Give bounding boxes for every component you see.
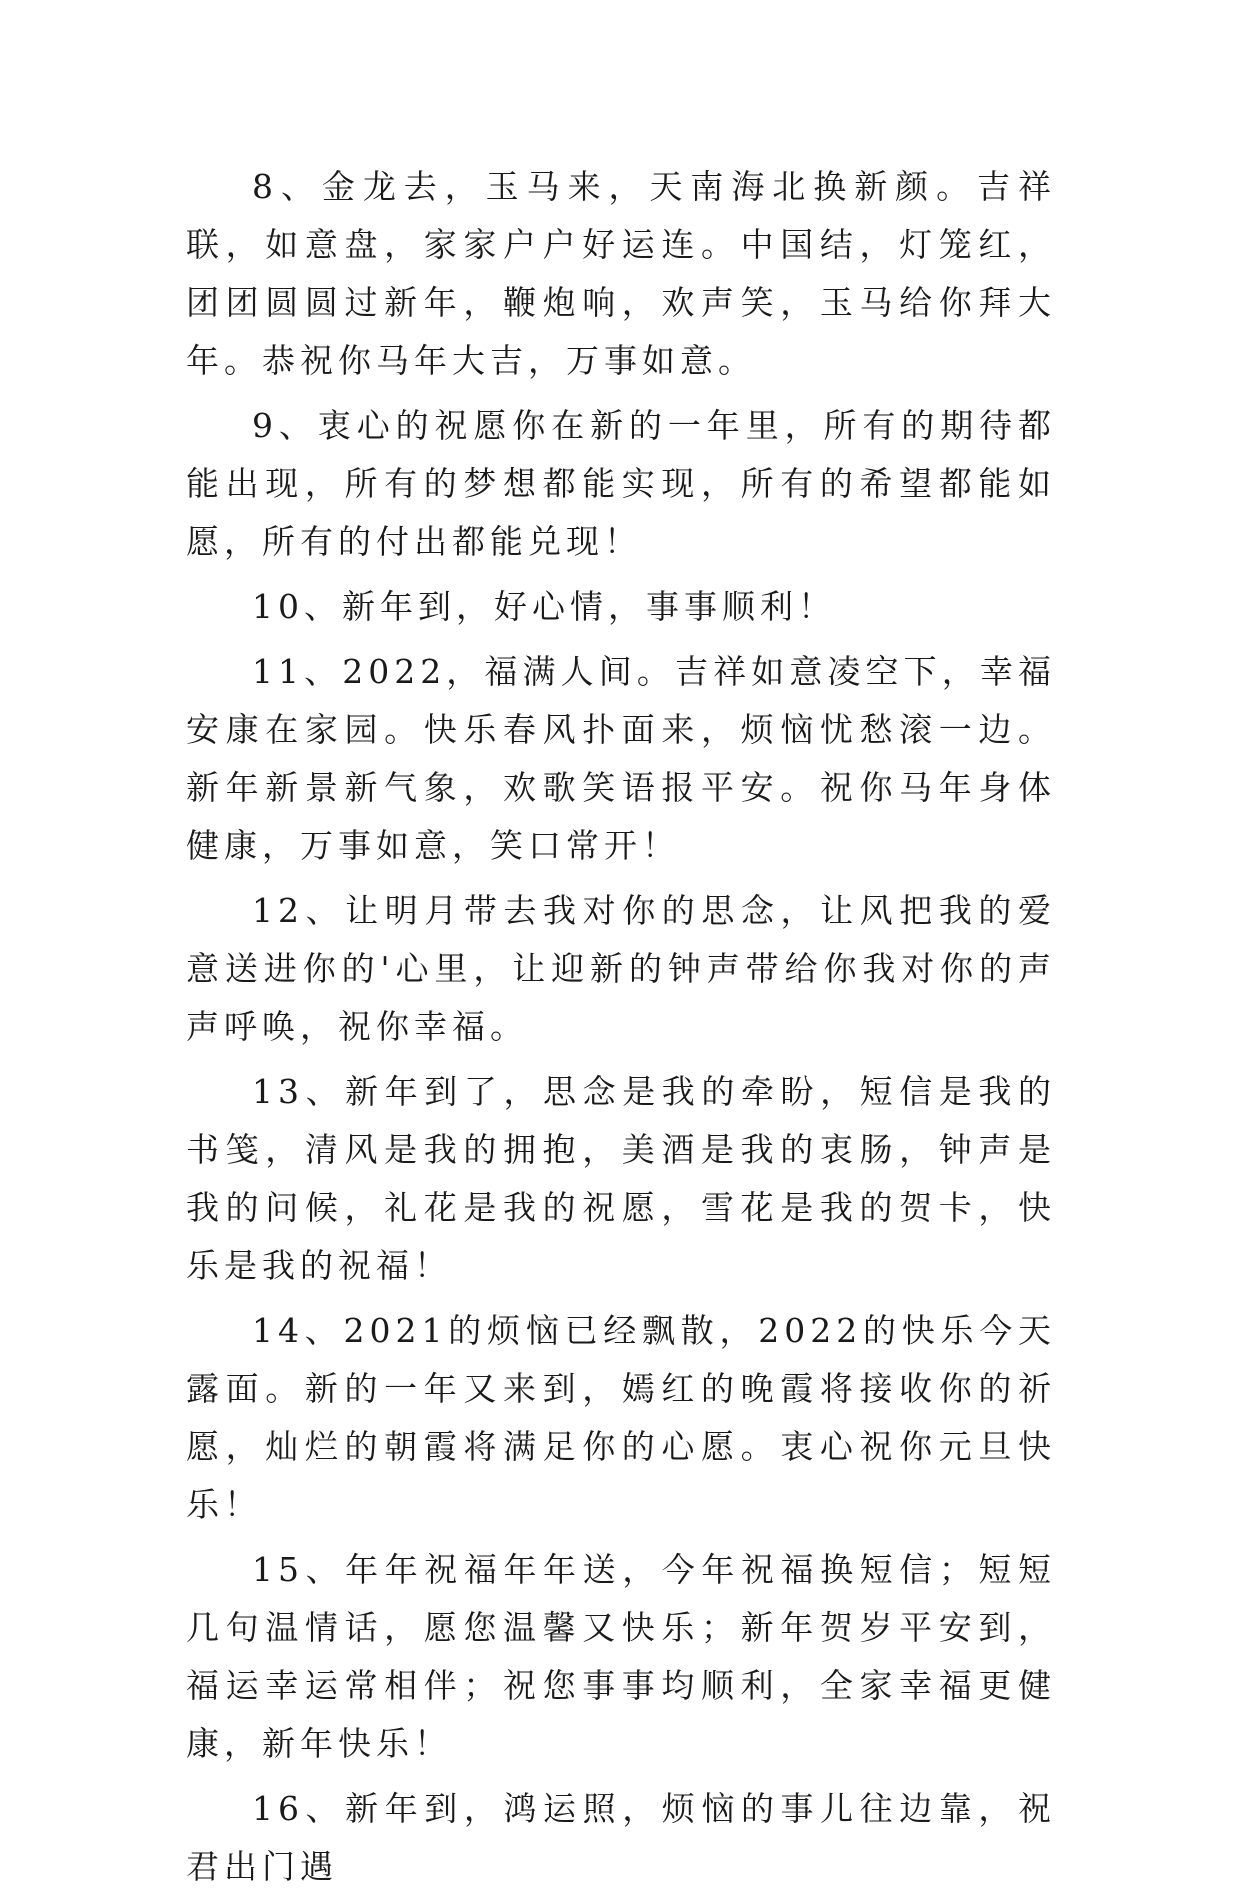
paragraph-13: 13、新年到了，思念是我的牵盼，短信是我的书笺，清风是我的拥抱，美酒是我的衷肠，钟声是我的问候，礼花是我的祝愿，雪花是我的贺卡，快乐是我的祝福！	[186, 1072, 1056, 1285]
paragraph-8: 8、金龙去，玉马来，天南海北换新颜。吉祥联，如意盘，家家户户好运连。中国结，灯笼红，团团圆圆过新年，鞭炮响，欢声笑，玉马给你拜大年。恭祝你马年大吉，万事如意。	[186, 167, 1056, 380]
paragraph-11: 11、2022，福满人间。吉祥如意凌空下，幸福安康在家园。快乐春风扑面来，烦恼忧愁滚一边。新年新景新气象，欢歌笑语报平安。祝你马年身体健康，万事如意，笑口常开！	[186, 652, 1056, 865]
paragraph-14: 14、2021的烦恼已经飘散，2022的快乐今天露面。新的一年又来到，嫣红的晚霞将接收你的祈愿，灿烂的朝霞将满足你的心愿。衷心祝你元旦快乐！	[186, 1311, 1056, 1524]
paragraph-10: 10、新年到，好心情，事事顺利！	[252, 587, 836, 626]
paragraph-12: 12、让明月带去我对你的思念，让风把我的爱意送进你的'心里，让迎新的钟声带给你我对你的声声呼唤，祝你幸福。	[186, 891, 1056, 1046]
paragraph-9: 9、衷心的祝愿你在新的一年里，所有的期待都能出现，所有的梦想都能实现，所有的希望都能如愿，所有的付出都能兑现！	[186, 406, 1056, 561]
paragraph-15: 15、年年祝福年年送，今年祝福换短信；短短几句温情话，愿您温馨又快乐；新年贺岁平安到，福运幸运常相伴；祝您事事均顺利，全家幸福更健康，新年快乐！	[186, 1550, 1056, 1763]
paragraph-16: 16、新年到，鸿运照，烦恼的事儿往边靠，祝君出门遇	[186, 1789, 1056, 1886]
document-page	[186, 158, 1056, 1903]
